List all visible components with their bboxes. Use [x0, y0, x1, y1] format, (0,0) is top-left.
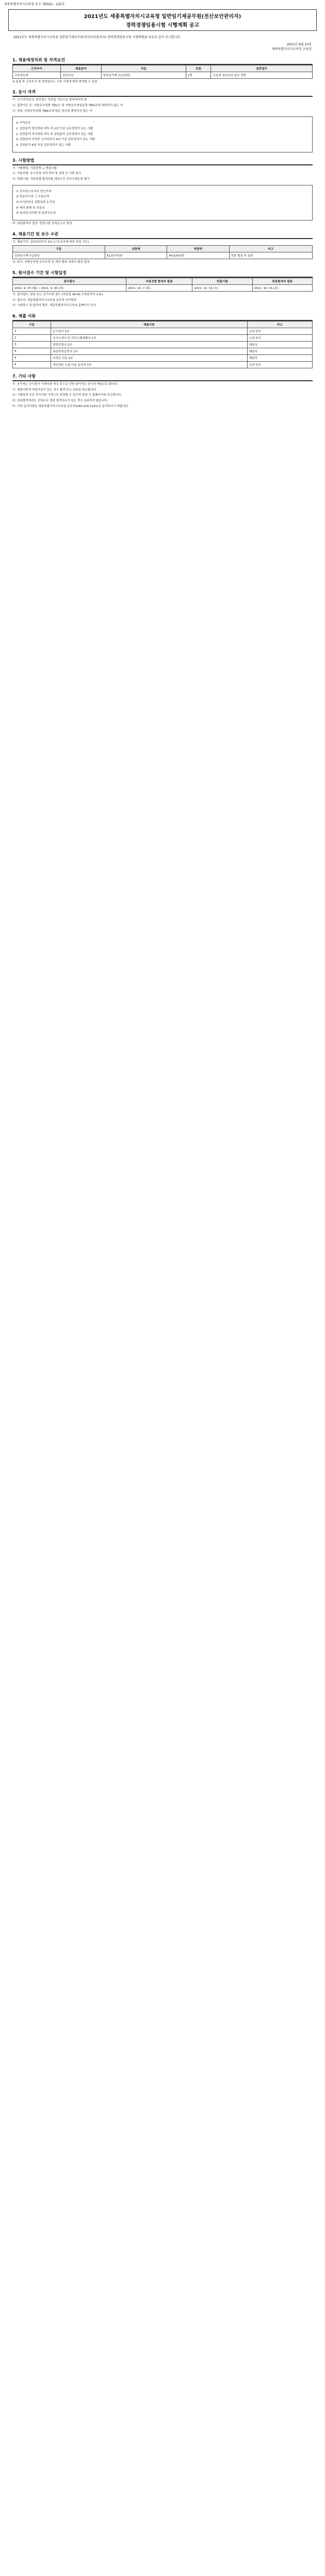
box-title: ※ 자격요건: [16, 122, 31, 125]
box-line-1: 1. 관련분야 학사학위 취득 후 2년 이상 실무경력이 있는 사람: [16, 127, 93, 131]
issuer-name: 세종특별자치시교육청 교육감: [271, 47, 312, 52]
doc-2-no: 2: [13, 334, 51, 341]
criteria-1: ① 공무원으로서의 정신자세: [16, 190, 52, 193]
s2-p3: 다. 정년: 지방공무원법 제66조에 따른 정년에 해당하지 않는 자: [12, 109, 92, 113]
s3-p1: 가. 시험방법: 서류전형 → 면접시험: [12, 166, 57, 170]
s4-p1: 가. 채용기간: 임용일로부터 2년 (근무실적에 따라 연장 가능): [12, 240, 89, 244]
box-line-4: 4. 관련분야 6년 이상 실무경력이 있는 사람: [16, 144, 71, 147]
doc-6-no: 6: [13, 361, 51, 368]
salary-table: [12, 245, 313, 259]
box-line-3: 3. 관련분야 자격증 소지자로서 4년 이상 실무경력이 있는 사람: [16, 138, 95, 142]
salary-th-1: 구분: [13, 246, 105, 252]
section-6-title: 6. 제출 서류: [12, 313, 313, 321]
schedule-td-3: 2021. 10. 13.(수): [192, 284, 252, 291]
doc-3-note: 해당자: [247, 341, 312, 348]
td-duty: 교육청 정보보안 업무 전반: [211, 72, 313, 78]
td-rank: 일반임기제 (7급상당): [101, 72, 186, 78]
s7-line-2: 나. 제출서류에 허위사실이 있는 경우 합격 또는 임용을 취소합니다.: [12, 388, 97, 392]
doc-4-name: 최종학력증명서 1부: [51, 348, 248, 354]
criteria-2: ② 전문지식과 그 응용능력: [16, 195, 50, 199]
doc-5-no: 5: [13, 354, 51, 361]
section-2-title: 2. 응시 자격: [12, 89, 313, 97]
s3-p2: 나. 서류전형: 응시자격 적격 여부 및 경력 등 서면 심사: [12, 172, 82, 176]
s3-p4: 라. 최종합격자 결정: 면접시험 성적순으로 결정: [12, 222, 72, 225]
th-count: 인원: [186, 65, 211, 72]
announcement-page: [0, 2, 325, 2576]
box-line-2: 2. 관련분야 석사학위 취득 후 관련분야 실무경력이 있는 사람: [16, 132, 93, 136]
criteria-5: ⑤ 창의력·의지력 및 발전가능성: [16, 212, 56, 215]
doc-1-name: 응시원서 1부: [51, 328, 248, 334]
doc-5-name: 자격증 사본 1부: [51, 354, 248, 361]
s5-p3: 다. 시험장소 및 합격자 발표: 세종특별자치시교육청 홈페이지 공지: [12, 304, 96, 308]
schedule-th-4: 최종합격자 발표: [252, 278, 312, 284]
section-3-title: 3. 시험방법: [12, 158, 313, 165]
s7-line-1: 가. 응시자는 응시원서 기재사항 착오 등으로 인한 불이익은 응시자 책임으로 합니다.: [12, 382, 119, 386]
section-6: [12, 313, 313, 368]
documents-table: [12, 321, 313, 368]
s5-p2: 나. 접수처: 세종특별자치시교육청 총무과 인사담당: [12, 298, 77, 302]
docs-th-3: 비고: [247, 321, 312, 328]
issue-block: [13, 42, 312, 52]
salary-td-2: 61,677천원: [105, 252, 167, 259]
salary-td-1: 일반임기제 7급상당: [13, 252, 105, 259]
schedule-th-1: 원서접수: [13, 278, 126, 284]
criteria-4: ④ 예의·품행 및 성실성: [16, 206, 45, 210]
section-1-title: 1. 채용예정직위 및 자격요건: [12, 57, 313, 65]
salary-th-4: 비고: [229, 246, 312, 252]
schedule-td-4: 2021. 10. 15.(금): [252, 284, 312, 291]
salary-td-4: 연봉 협상 후 결정: [229, 252, 312, 259]
section-4: [12, 231, 313, 265]
td-count: 1명: [186, 72, 211, 78]
criteria-3: ③ 의사표현의 정확성과 논리성: [16, 200, 55, 204]
s7-line-5: 마. 기타 문의사항은 세종특별자치시교육청 총무과(044-320-1125)로 문의하시기 바랍니다.: [12, 404, 129, 408]
salary-th-2: 상한액: [105, 246, 167, 252]
doc-6-name: 개인정보 수집·이용 동의서 1부: [51, 361, 248, 368]
doc-5-note: 해당자: [247, 354, 312, 361]
s5-p1: 가. 원서접수: 방문 또는 등기우편 접수 (마감일 18:00 도착분까지 유효): [12, 293, 103, 296]
doc-3-no: 3: [13, 341, 51, 348]
section-5: [12, 270, 313, 308]
issue-date: 2021년 9월 23일: [287, 42, 312, 46]
schedule-table: [12, 278, 313, 292]
interview-criteria-box: [12, 185, 313, 221]
schedule-th-3: 면접시험: [192, 278, 252, 284]
td-field: 전산보안: [61, 72, 101, 78]
docs-th-2: 제출서류: [51, 321, 248, 328]
table-note: ※ 임용 후 근무부서 및 담당업무는 기관 사정에 따라 변경될 수 있음: [12, 80, 98, 83]
doc-4-note: 해당자: [247, 348, 312, 354]
salary-td-3: 44,524천원: [167, 252, 229, 259]
doc-1-note: 소정 양식: [247, 328, 312, 334]
positions-table: [12, 65, 313, 79]
doc-3-name: 경력증명서 1부: [51, 341, 248, 348]
th-dept: 근무부서: [13, 65, 61, 72]
th-field: 채용분야: [61, 65, 101, 72]
section-7: [12, 374, 313, 409]
schedule-th-2: 서류전형 합격자 발표: [126, 278, 192, 284]
s2-p1: 가. 응시자격요건: 원서접수 마감일 기준으로 충족하여야 함: [12, 98, 87, 102]
doc-2-name: 자기소개서 및 직무수행계획서 1부: [51, 334, 248, 341]
s7-line-4: 라. 최종합격자라도 신원조사 결과 결격사유가 있는 경우 임용하지 않습니다.: [12, 399, 108, 402]
qualification-box: [12, 116, 313, 152]
title-box: [8, 9, 317, 31]
doc-1-no: 1: [13, 328, 51, 334]
s7-line-3: 다. 시험일정 등은 부득이한 사정으로 변경될 수 있으며 변경 시 홈페이지에 공고합니다.: [12, 394, 122, 397]
section-4-title: 4. 채용기간 및 보수 수준: [12, 231, 313, 239]
section-5-title: 5. 원서접수 기간 및 시험일정: [12, 270, 313, 278]
intro-text: 2021년도 세종특별자치시교육청 일반임기제공무원(전산보안관리자) 경력경쟁임용시험 시행계획을 다음과 같이 공고합니다.: [13, 36, 182, 39]
th-rank: 직급: [101, 65, 186, 72]
document-header: 세종특별자치시교육청 공고 제2021 - 225호: [4, 3, 65, 6]
s3-p3: 다. 면접시험: 서류전형 합격자를 대상으로 직무수행능력 평가: [12, 178, 90, 181]
doc-2-note: 소정 양식: [247, 334, 312, 341]
schedule-td-1: 2021. 9. 27.(월) ~ 2021. 9. 30.(목): [13, 284, 126, 291]
section-1: [12, 57, 313, 84]
section-7-title: 7. 기타 사항: [12, 374, 313, 381]
docs-th-1: 구분: [13, 321, 51, 328]
title-line-2: 경력경쟁임용시험 시행계획 공고: [125, 23, 200, 28]
section-3: [12, 158, 313, 226]
title-line-1: 2021년도 세종특별자치시교육청 일반임기제공무원(전산보안관리자): [84, 14, 241, 20]
salary-th-3: 하한액: [167, 246, 229, 252]
doc-4-no: 4: [13, 348, 51, 354]
s2-p2: 나. 결격사유 등: 지방공무원법 제31조 및 지방공무원임용령 제65조에 해당하지 않는 자: [12, 104, 123, 108]
section-2: [12, 89, 313, 152]
th-duty: 담당업무: [211, 65, 313, 72]
s4-p2: 나. 보수: 지방공무원 보수규정 및 예산 범위 내에서 협상 결정: [12, 261, 90, 264]
td-dept: 교육정보과: [13, 72, 61, 78]
schedule-td-2: 2021. 10. 7.(목): [126, 284, 192, 291]
doc-6-note: 소정 양식: [247, 361, 312, 368]
